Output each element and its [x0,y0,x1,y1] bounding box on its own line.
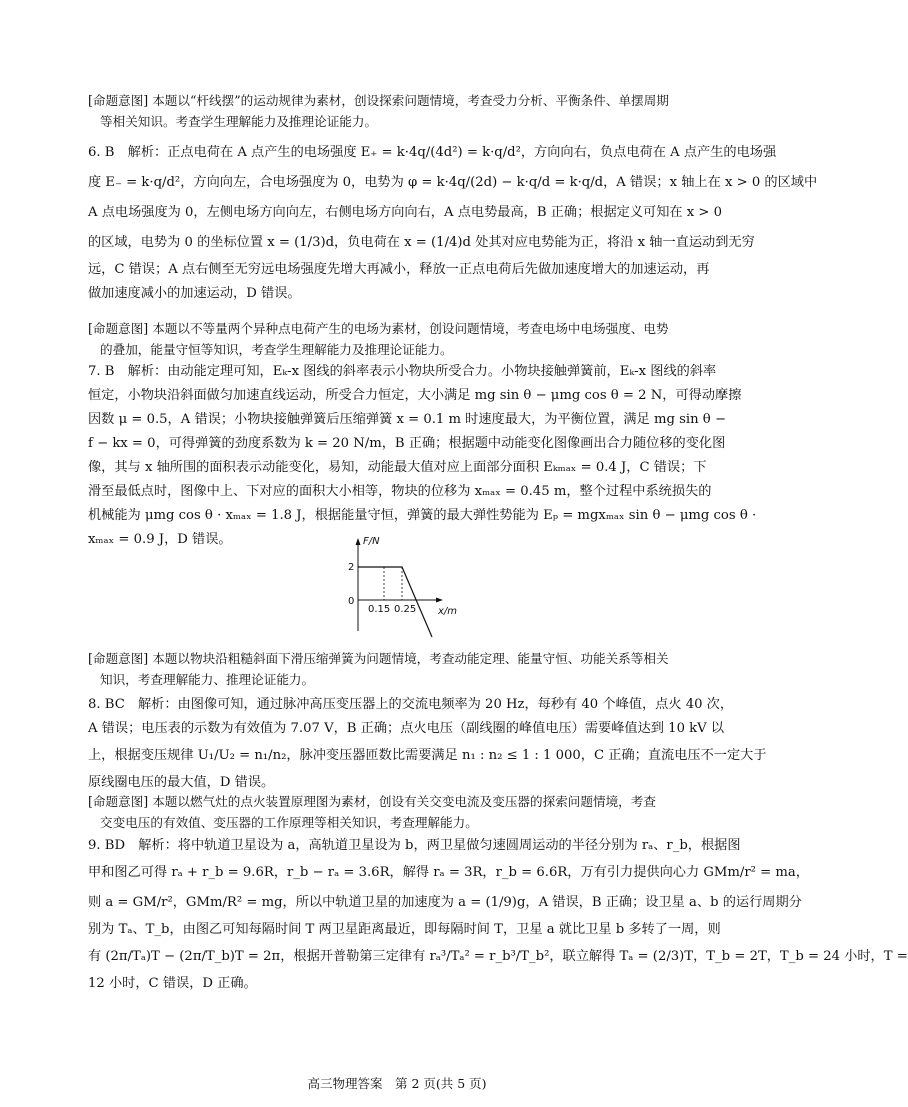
q7-line: 因数 μ = 0.5，A 错误；小物块接触弹簧后压缩弹簧 x = 0.1 m 时速度最大，为平衡位置，满足 mg sin θ − [88,412,726,427]
q6-line: A 点电场强度为 0，左侧电场方向向左，右侧电场方向向右，A 点电势最高，B 正确；根据定义可知在 x > 0 [88,205,723,220]
q9-line: 有 (2π/Tₐ)T − (2π/T_b)T = 2π，根据开普勒第三定律有 rₐ³/Tₐ² = r_b³/T_b²，联立解得 Tₐ = (2/3)T，T_b = 2T，T_b = 24 小时，T = [88,949,908,964]
q7-line: 滑至最低点时，图像中上、下对应的面积大小相等，物块的位移为 xₘₐₓ = 0.45 m，整个过程中系统损失的 [88,484,712,499]
q5-intent-note [88,90,714,132]
q8-solution [88,693,767,795]
q6-line: 远，C 错误；A 点右侧至无穷远电场强度先增大再减小，释放一正点电荷后先做加速度增大的加速运动，再 [88,262,710,277]
y-axis-arrow-icon [356,538,361,545]
q7-line: xₘₐₓ = 0.9 J，D 错误。 [88,532,232,547]
q8-line: 上，根据变压规律 U₁/U₂ = n₁/n₂，脉冲变压器匝数比需要满足 n₁ : n₂ ≤ 1 : 1 000，C 正确；直流电压不一定大于 [88,748,767,763]
q5-note-line: 等相关知识。考查学生理解能力及推理论证能力。 [100,114,378,129]
q8-note-line: [命题意图] 本题以燃气灶的点火装置原理图为素材，创设有关交变电流及变压器的探索问题情境，考查 [88,794,656,809]
q7-line: 7. B 解析：由动能定理可知，Eₖ-x 图线的斜率表示小物块所受合力。小物块接触弹簧前，Eₖ-x 图线的斜率 [88,364,717,379]
q9-line: 别为 Tₐ、T_b，由图乙可知每隔时间 T 两卫星距离最近，即每隔时间 T，卫星 a 就比卫星 b 多转了一周，则 [88,922,721,937]
force-line [358,567,432,637]
x-axis-label: x/m [438,606,458,617]
x-axis-arrow-icon [436,598,443,603]
q7-intent-note [88,648,714,690]
y-tick-label: 2 [348,562,355,573]
q6-line: 做加速度减小的加速运动，D 错误。 [88,286,301,301]
x-tick-label-1: 0.15 [368,604,391,615]
q9-line: 12 小时，C 错误，D 正确。 [88,976,257,991]
q7-note-line: [命题意图] 本题以物块沿粗糙斜面下滑压缩弹簧为问题情境，考查动能定理、能量守恒、功能关系等相关 [88,651,669,666]
q7-line: 恒定，小物块沿斜面做匀加速直线运动，所受合力恒定，大小满足 mg sin θ − μmg cos θ = 2 N，可得动摩擦 [88,388,742,403]
q6-line: 6. B 解析：正点电荷在 A 点产生的电场强度 E₊ = k·4q/(4d²) = k·q/d²，方向向右，负点电荷在 A 点产生的电场强 [88,145,777,160]
q7-line: 机械能为 μmg cos θ · xₘₐₓ = 1.8 J，根据能量守恒，弹簧的最大弹性势能为 Eₚ = mgxₘₐₓ sin θ − μmg cos θ · [88,508,757,523]
q9-line: 甲和图乙可得 rₐ + r_b = 9.6R，r_b − rₐ = 3.6R，解得 rₐ = 3R，r_b = 6.6R，万有引力提供向心力 GMm/r² = ma， [88,865,809,880]
force-displacement-graph [340,533,480,643]
page-footer: 高三物理答案 第 2 页(共 5 页) [307,1076,487,1091]
q5-note-line: [命题意图] 本题以“杆线摆”的运动规律为素材，创设探索问题情境，考查受力分析、平衡条件、单摆周期 [88,93,669,108]
q6-intent-note [88,318,714,360]
q6-line: 的区域，电势为 0 的坐标位置 x = (1/3)d，负电荷在 x = (1/4)d 处其对应电势能为正，将沿 x 轴一直运动到无穷 [88,235,755,250]
q8-line: 8. BC 解析：由图像可知，通过脉冲高压变压器上的交流电频率为 20 Hz，每秒有 40 个峰值，点火 40 次， [88,697,734,712]
q6-solution [88,138,818,306]
q6-note-line: 的叠加，能量守恒等知识，考查学生理解能力及推理论证能力。 [100,342,453,357]
q7-line: 像，其与 x 轴所围的面积表示动能变化，易知，动能最大值对应上面部分面积 Eₖₘₐₓ = 0.4 J，C 错误；下 [88,460,707,475]
q8-note-line: 交变电压的有效值、变压器的工作原理等相关知识，考查理解能力。 [100,815,478,830]
y-axis-label: F/N [363,536,380,547]
q7-line: f − kx = 0，可得弹簧的劲度系数为 k = 20 N/m，B 正确；根据题中动能变化图像画出合力随位移的变化图 [88,436,726,451]
x-tick-label-2: 0.25 [394,604,417,615]
q8-line: A 错误；电压表的示数为有效值为 7.07 V，B 正确；点火电压（副线圈的峰值电压）需要峰值达到 10 kV 以 [88,721,725,736]
q7-solution [88,360,757,552]
q7-note-line: 知识，考查理解能力、推理论证能力。 [100,672,315,687]
q9-line: 9. BD 解析：将中轨道卫星设为 a，高轨道卫星设为 b，两卫星做匀速圆周运动的半径分别为 rₐ、r_b，根据图 [88,838,741,853]
q6-line: 度 E₋ = k·q/d²，方向向左，合电场强度为 0，电势为 φ = k·4q/(2d) − k·q/d = k·q/d，A 错误；x 轴上在 x > 0 的区域中 [88,175,818,190]
origin-label: 0 [348,596,355,607]
q9-line: 则 a = GM/r²，GMm/R² = mg，所以中轨道卫星的加速度为 a = (1/9)g，A 错误，B 正确；设卫星 a、b 的运行周期分 [88,895,802,910]
q8-intent-note [88,791,714,833]
q8-line: 原线圈电压的最大值，D 错误。 [88,775,275,790]
q6-note-line: [命题意图] 本题以不等量两个异种点电荷产生的电场为素材，创设问题情境，考查电场中电场强度、电势 [88,321,669,336]
q9-solution [88,834,908,996]
